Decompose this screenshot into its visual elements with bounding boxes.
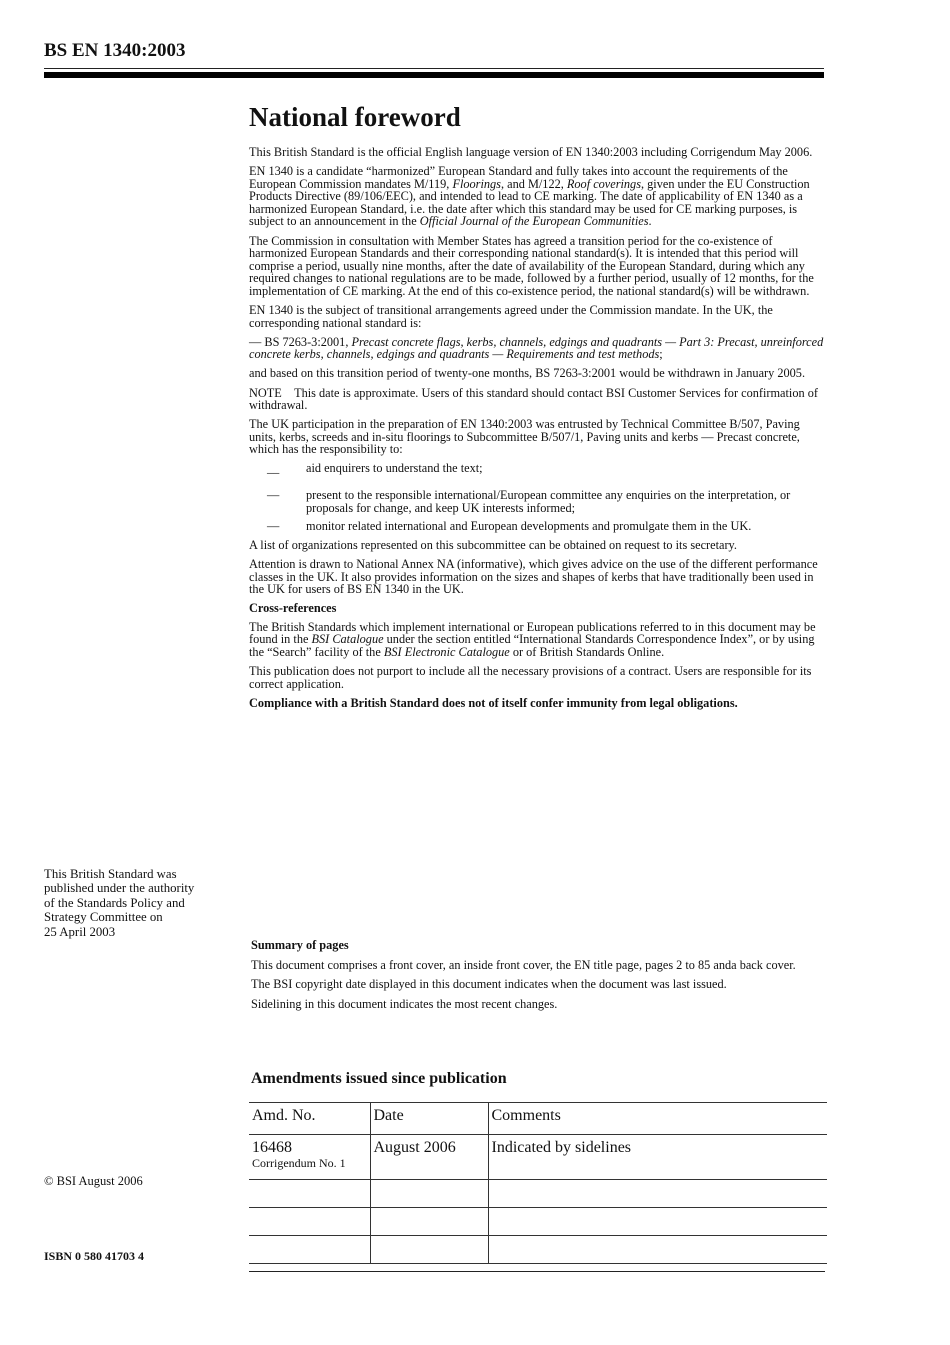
paragraph-transitional-arrangements: EN 1340 is the subject of transitional arrangements agreed under the Commission mandate. In the UK, the corresponding national standard is: (249, 303, 773, 330)
page-title: National foreword (249, 102, 461, 132)
responsibility-list (249, 462, 824, 532)
authority-line: of the Standards Policy and (44, 895, 185, 910)
list-dash: __ (267, 461, 280, 476)
summary-paragraph: Sidelining in this document indicates the most recent changes. (251, 996, 558, 1011)
authority-statement (44, 867, 234, 939)
table-row (249, 1236, 827, 1264)
table-row (249, 1180, 827, 1208)
list-item (249, 520, 824, 533)
authority-line: This British Standard was (44, 867, 177, 881)
header-thin-rule (44, 68, 824, 69)
amendment-number-cell (249, 1135, 370, 1180)
header-thick-rule (44, 72, 824, 78)
paragraph-organizations: A list of organizations represented on this subcommittee can be obtained on request to its secretary. (249, 537, 737, 552)
list-item-text: monitor related international and European developments and promulgate them in the UK. (306, 519, 752, 534)
paragraph-cross-references (249, 621, 824, 659)
amendment-date: August 2006 (370, 1135, 488, 1180)
paragraph-national-annex: Attention is drawn to National Annex NA (informative), which gives advice on the use of the different performance classes in the UK. It also provides information on the sizes and shapes of kerbs that have traditionally been used in the UK for users of BS EN 1340 in the UK. (249, 556, 818, 597)
authority-line: Strategy Committee on (44, 910, 163, 925)
text-run-italic: BSI Electronic Catalogue (383, 645, 510, 659)
table-cell (370, 1236, 488, 1264)
paragraph-uk-participation: The UK participation in the preparation of EN 1340:2003 was entrusted by Technical Committee B/507, Paving units, kerbs, screeds and in-situ floorings to Subcommittee B/507/1, Paving units and kerbs — Precast concrete, which has the responsibility to: (249, 417, 800, 457)
text-run: The British Standards which implement international or European publications referred to in this document may be found in the (249, 619, 816, 647)
summary-paragraph: The BSI copyright date displayed in this document indicates when the document was last issued. (251, 977, 727, 992)
list-item (249, 462, 824, 475)
table-cell (488, 1208, 827, 1236)
paragraph-national-standard (249, 336, 824, 361)
column-header: Comments (488, 1103, 827, 1135)
summary-of-pages (251, 939, 831, 1017)
note: NOTE This date is approximate. Users of this standard should contact BSI Customer Services for confirmation of withdrawal. (249, 385, 818, 413)
paragraph-transition-period: The Commission in consultation with Member States has agreed a transition period for the co-existence of harmonized European Standards and their corresponding national standard(s). It is intended that this period will comprise a period, usually nine months, after the date of availability of the European Standard, during which any required changes to national regulations are to be made, followed by a further period, usually of 12 months, for the implementation of CE marking. At the end of this co-existence period, the national standard(s) will be withdrawn. (249, 233, 814, 298)
text-run: — BS 7263-3:2001, (249, 334, 352, 349)
text-run: or of British Standards Online. (509, 645, 665, 659)
table-cell (249, 1236, 370, 1264)
table-cell (370, 1208, 488, 1236)
list-dash: — (267, 488, 280, 503)
paragraph-official-version: This British Standard is the official English language version of EN 1340:2003 including Corrigendum May 2006. (249, 145, 813, 159)
document-id-header: BS EN 1340:2003 (44, 40, 186, 61)
text-run-italic: Floorings (452, 176, 501, 191)
table-cell (370, 1180, 488, 1208)
text-run-italic: Precast concrete flags, kerbs, channels, edgings and quadrants — Part 3: Precast, unreinforced concrete kerbs, channels, edgings and quadrants — Requirements and test methods (249, 334, 824, 362)
text-run: , and M/122, (500, 176, 567, 191)
text-run-italic: Roof coverings (566, 176, 641, 191)
list-item-text: present to the responsible international/European committee any enquiries on the interpretation, or proposals for change, and keep UK interests informed; (306, 488, 791, 515)
table-cell (249, 1180, 370, 1208)
isbn: ISBN 0 580 41703 4 (44, 1249, 145, 1263)
footer-rule (249, 1271, 825, 1272)
text-run: , given under the EU Construction Products Directive (89/106/EEC), and intended to lead to CE marking. The date of applicability of EN 1340 as a harmonized European Standard, i.e. the date after which this standard may be used for CE marking purposes, is subject to an announcement in the (249, 176, 810, 229)
table-header-row (249, 1103, 827, 1135)
authority-line: published under the authority (44, 881, 195, 896)
text-run: ; (659, 347, 663, 362)
table-cell (488, 1236, 827, 1264)
paragraph-withdrawal: and based on this transition period of twenty-one months, BS 7263-3:2001 would be withdrawn in January 2005. (249, 366, 806, 381)
list-dash: — (267, 519, 280, 534)
column-header: Amd. No. (252, 1107, 316, 1124)
amendments-table (249, 1102, 827, 1264)
text-run-italic: BSI Catalogue (311, 632, 384, 647)
table-cell (249, 1208, 370, 1236)
national-foreword-section (249, 101, 824, 715)
text-run-italic: Official Journal of the European Communities (419, 214, 649, 229)
summary-paragraph: This document comprises a front cover, an inside front cover, the EN title page, pages 2 to 85 anda back cover. (251, 957, 796, 972)
table-row (249, 1135, 827, 1180)
corrigendum-note: Corrigendum No. 1 (252, 1156, 346, 1170)
amendment-comments: Indicated by sidelines (488, 1135, 827, 1180)
copyright-notice: © BSI August 2006 (44, 1174, 143, 1188)
paragraph-harmonized (249, 165, 824, 228)
paragraph-compliance: Compliance with a British Standard does not of itself confer immunity from legal obligations. (249, 695, 738, 710)
table-cell (488, 1180, 827, 1208)
list-item (249, 489, 824, 514)
list-item-text: aid enquirers to understand the text; (306, 461, 483, 476)
text-run: EN 1340 is a candidate “harmonized” European Standard and fully takes into account the requirements of the European Commission mandates M/119, (249, 164, 788, 191)
amendments-title: Amendments issued since publication (251, 1070, 507, 1087)
authority-line: 25 April 2003 (44, 924, 116, 939)
column-header: Date (370, 1103, 488, 1135)
amendment-number: 16468 (252, 1139, 292, 1156)
text-run: . (648, 214, 652, 229)
summary-heading: Summary of pages (251, 938, 349, 952)
text-run: under the section entitled “International Standards Correspondence Index”, or by using the “Search” facility of the (249, 632, 815, 659)
cross-references-heading: Cross-references (249, 601, 337, 616)
paragraph-contract-provisions: This publication does not purport to include all the necessary provisions of a contract. Users are responsible for its correct application. (249, 664, 812, 691)
table-row (249, 1208, 827, 1236)
